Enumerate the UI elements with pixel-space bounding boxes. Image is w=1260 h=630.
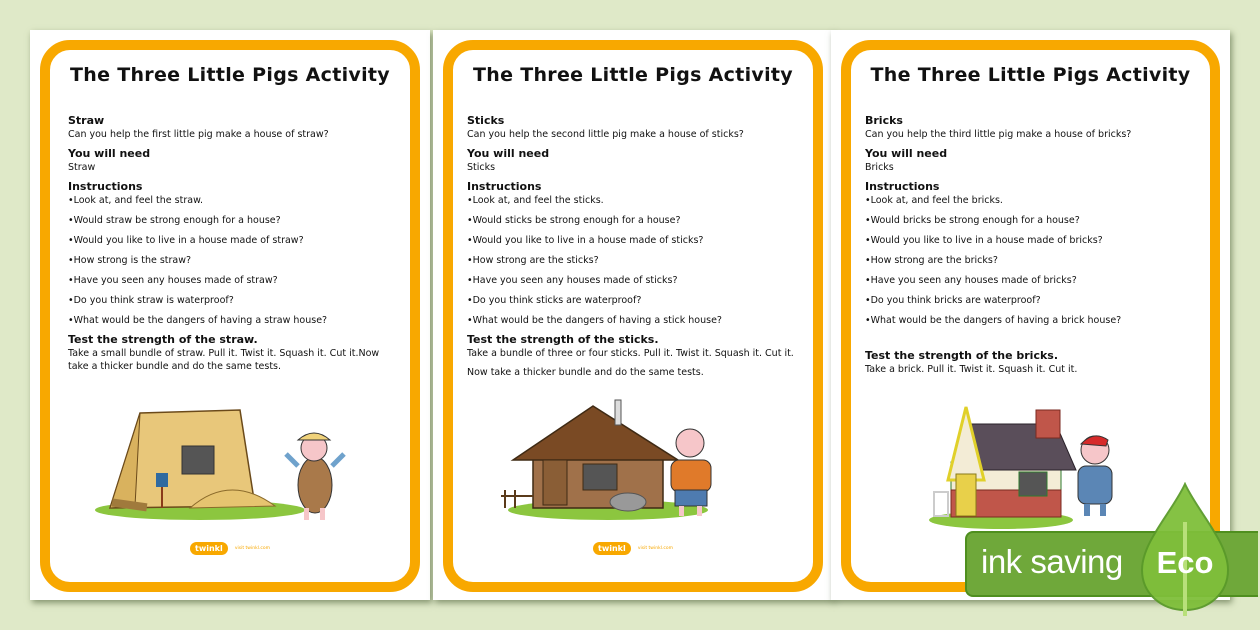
instruction-item: • Would you like to live in a house made of sticks? bbox=[467, 234, 803, 247]
need-value: Bricks bbox=[865, 162, 894, 173]
test-heading: Test the strength of the bricks. bbox=[865, 349, 1059, 362]
sheet-content bbox=[68, 114, 400, 373]
instruction-item: • How strong are the sticks? bbox=[467, 254, 803, 267]
intro-text: Can you help the first little pig make a house of straw? bbox=[68, 129, 329, 140]
instruction-item: • Have you seen any houses made of sticks? bbox=[467, 274, 803, 287]
instruction-item: • Would you like to live in a house made of straw? bbox=[68, 234, 400, 247]
test-text-2: Now take a thicker bundle and do the same tests. bbox=[467, 367, 704, 378]
need-heading: You will need bbox=[865, 147, 948, 160]
instructions-list bbox=[865, 194, 1200, 327]
intro-text: Can you help the second little pig make a house of sticks? bbox=[467, 129, 744, 140]
instruction-item: • Look at, and feel the straw. bbox=[68, 194, 400, 207]
activity-sheet-straw bbox=[30, 30, 430, 600]
instruction-item: • Would bricks be strong enough for a house? bbox=[865, 214, 1200, 227]
instruction-item: • Do you think sticks are waterproof? bbox=[467, 294, 803, 307]
instruction-item: • Would sticks be strong enough for a house? bbox=[467, 214, 803, 227]
instruction-item: • What would be the dangers of having a stick house? bbox=[467, 314, 803, 327]
test-text: Take a bundle of three or four sticks. Pull it. Twist it. Squash it. Cut it. bbox=[467, 348, 794, 359]
need-heading: You will need bbox=[68, 147, 151, 160]
instruction-item: • Have you seen any houses made of bricks? bbox=[865, 274, 1200, 287]
activity-sheet-sticks bbox=[433, 30, 833, 600]
instruction-item: • Would straw be strong enough for a house? bbox=[68, 214, 400, 227]
instruction-item: • Have you seen any houses made of straw? bbox=[68, 274, 400, 287]
instruction-item: • Do you think bricks are waterproof? bbox=[865, 294, 1200, 307]
instruction-item: • How strong is the straw? bbox=[68, 254, 400, 267]
instruction-item: • Look at, and feel the sticks. bbox=[467, 194, 803, 207]
instructions-list bbox=[467, 194, 803, 327]
twinkl-logo: twinkl visit twinkl.com bbox=[30, 538, 430, 554]
stick-house-illustration bbox=[493, 398, 783, 528]
instruction-item: • What would be the dangers of having a brick house? bbox=[865, 314, 1200, 327]
instructions-heading: Instructions bbox=[68, 180, 143, 193]
instruction-item: • What would be the dangers of having a straw house? bbox=[68, 314, 400, 327]
material-heading: Bricks bbox=[865, 114, 903, 127]
straw-house-illustration bbox=[90, 398, 380, 528]
sheet-title: The Three Little Pigs Activity bbox=[70, 64, 390, 86]
material-heading: Sticks bbox=[467, 114, 505, 127]
intro-text: Can you help the third little pig make a house of bricks? bbox=[865, 129, 1132, 140]
need-value: Straw bbox=[68, 162, 96, 173]
test-heading: Test the strength of the sticks. bbox=[467, 333, 659, 346]
sheet-content bbox=[865, 114, 1200, 376]
instruction-item: • Would you like to live in a house made of bricks? bbox=[865, 234, 1200, 247]
instruction-item: • Do you think straw is waterproof? bbox=[68, 294, 400, 307]
eco-label: Eco bbox=[1156, 545, 1214, 580]
need-heading: You will need bbox=[467, 147, 550, 160]
instructions-list bbox=[68, 194, 400, 327]
instructions-heading: Instructions bbox=[865, 180, 940, 193]
sheet-title: The Three Little Pigs Activity bbox=[870, 64, 1191, 86]
test-text: Take a brick. Pull it. Twist it. Squash it. Cut it. bbox=[865, 364, 1078, 375]
material-heading: Straw bbox=[68, 114, 105, 127]
instruction-item: • How strong are the bricks? bbox=[865, 254, 1200, 267]
test-heading: Test the strength of the straw. bbox=[68, 333, 258, 346]
ink-saving-text: ink saving bbox=[981, 543, 1123, 580]
need-value: Sticks bbox=[467, 162, 496, 173]
instructions-heading: Instructions bbox=[467, 180, 542, 193]
instruction-item: • Look at, and feel the bricks. bbox=[865, 194, 1200, 207]
sheet-content bbox=[467, 114, 803, 379]
sheet-title: The Three Little Pigs Activity bbox=[473, 64, 793, 86]
twinkl-logo: twinkl visit twinkl.com bbox=[433, 538, 833, 554]
test-text: Take a small bundle of straw. Pull it. Twist it. Squash it. Cut it.Now take a thicker bundle and do the same tests. bbox=[68, 348, 380, 372]
